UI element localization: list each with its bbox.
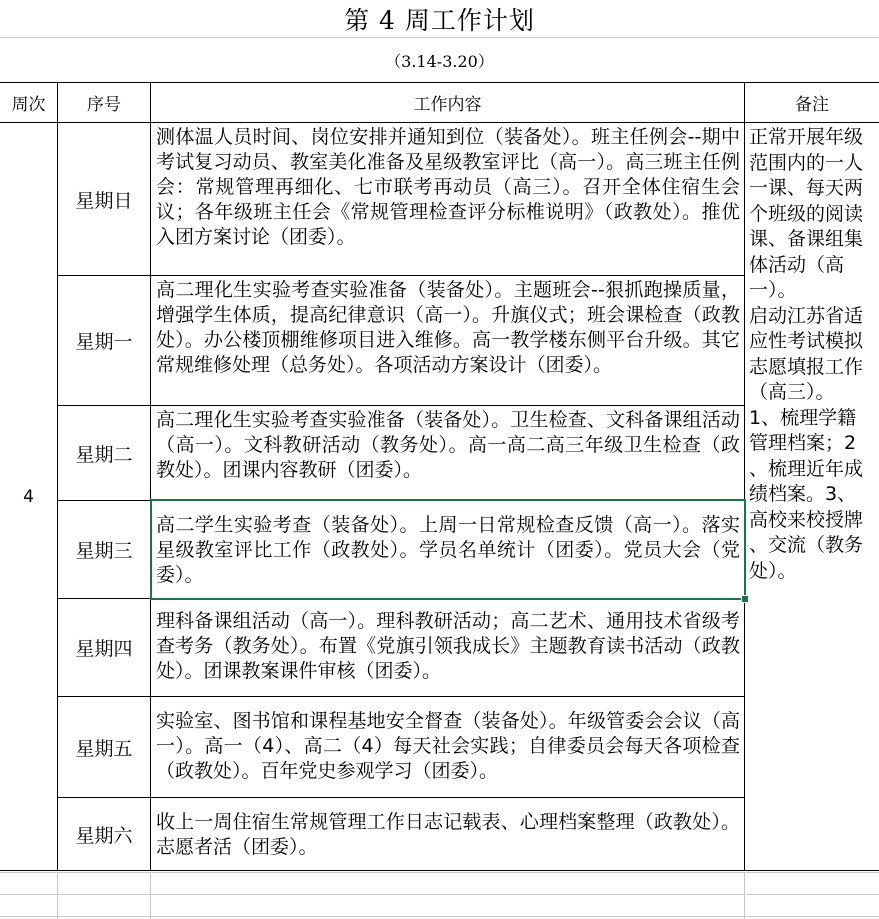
day-content[interactable]: 高二理化生实验考查实验准备（装备处）。卫生检查、文科备课组活动（高一）。文科教研活动（教务处）。高一高二高三年级卫生检查（政教处）。团课内容教研（团委）。 (156, 409, 740, 481)
day-label: 星期五 (75, 737, 133, 760)
day-label: 星期三 (75, 540, 133, 562)
cell-selection (150, 499, 746, 600)
week-number: 4 (23, 486, 34, 507)
header-remark: 备注 (795, 95, 829, 115)
day-label: 星期日 (75, 189, 133, 212)
day-label: 星期一 (75, 331, 133, 353)
date-range: （3.14-3.20） (385, 51, 494, 71)
day-content[interactable]: 实验室、图书馆和课程基地安全督查（装备处）。年级管委会会议（高一）。高一（4）、高二（4）每天社会实践；自律委员会每天各项检查（政教处）。百年党史参观学习（团委）。 (156, 710, 740, 782)
day-content[interactable]: 收上一周住宿生常规管理工作日志记载表、心理档案整理（政教处）。志愿者活（团委）。 (156, 811, 740, 858)
header-index: 序号 (87, 95, 121, 115)
fill-handle[interactable] (741, 595, 749, 603)
day-label: 星期四 (75, 638, 133, 660)
day-content[interactable]: 测体温人员时间、岗位安排并通知到位（装备处）。班主任例会--期中考试复习动员、教室美化准备及星级教室评比（高一）。高三班主任例会：常规管理再细化、七市联考再动员（高三）。召开全体住宿生会议；各年级班主任会《常规管理检查评分标椎说明》（政教处）。推优入团方案讨论（团委）。 (156, 126, 740, 248)
day-content[interactable]: 高二理化生实验考查实验准备（装备处）。主题班会--狠抓跑操质量，增强学生体质，提高纪律意识（高一）。升旗仪式；班会课检查（政教处）。办公楼顶棚维修项目进入维修。高一教学楼东侧平台升级。其它常规维修处理（总务处）。各项活动方案设计（团委）。 (156, 279, 740, 376)
day-content[interactable]: 理科备课组活动（高一）。理科教研活动；高二艺术、通用技术省级考查考务（教务处）。布置《党旗引领我成长》主题教育读书活动（政教处）。团课教案课件审核（团委）。 (156, 610, 740, 682)
remark-cell[interactable]: 正常开展年级 范围内的一人 一课、每天两 个班级的阅读 课、备课组集 体活动（高 一）。 启动江苏省适 应性考试模拟 志愿填报工作 （高三）。 1、梳理学籍 管理档案；2 、梳理近年成 绩档案。3、 高校来校授牌 、交流（教务 处）。 (749, 126, 864, 582)
day-label: 星期六 (75, 824, 133, 847)
day-label: 星期二 (75, 443, 133, 466)
header-content: 工作内容 (413, 95, 482, 115)
header-week: 周次 (11, 95, 46, 115)
page-title: 第 4 周工作计划 (344, 6, 535, 35)
day-content[interactable]: 高二学生实验考查（装备处）。上周一日常规检查反馈（高一）。落实星级教室评比工作（政教处）。学员名单统计（团委）。党员大会（党委）。 (156, 514, 740, 586)
